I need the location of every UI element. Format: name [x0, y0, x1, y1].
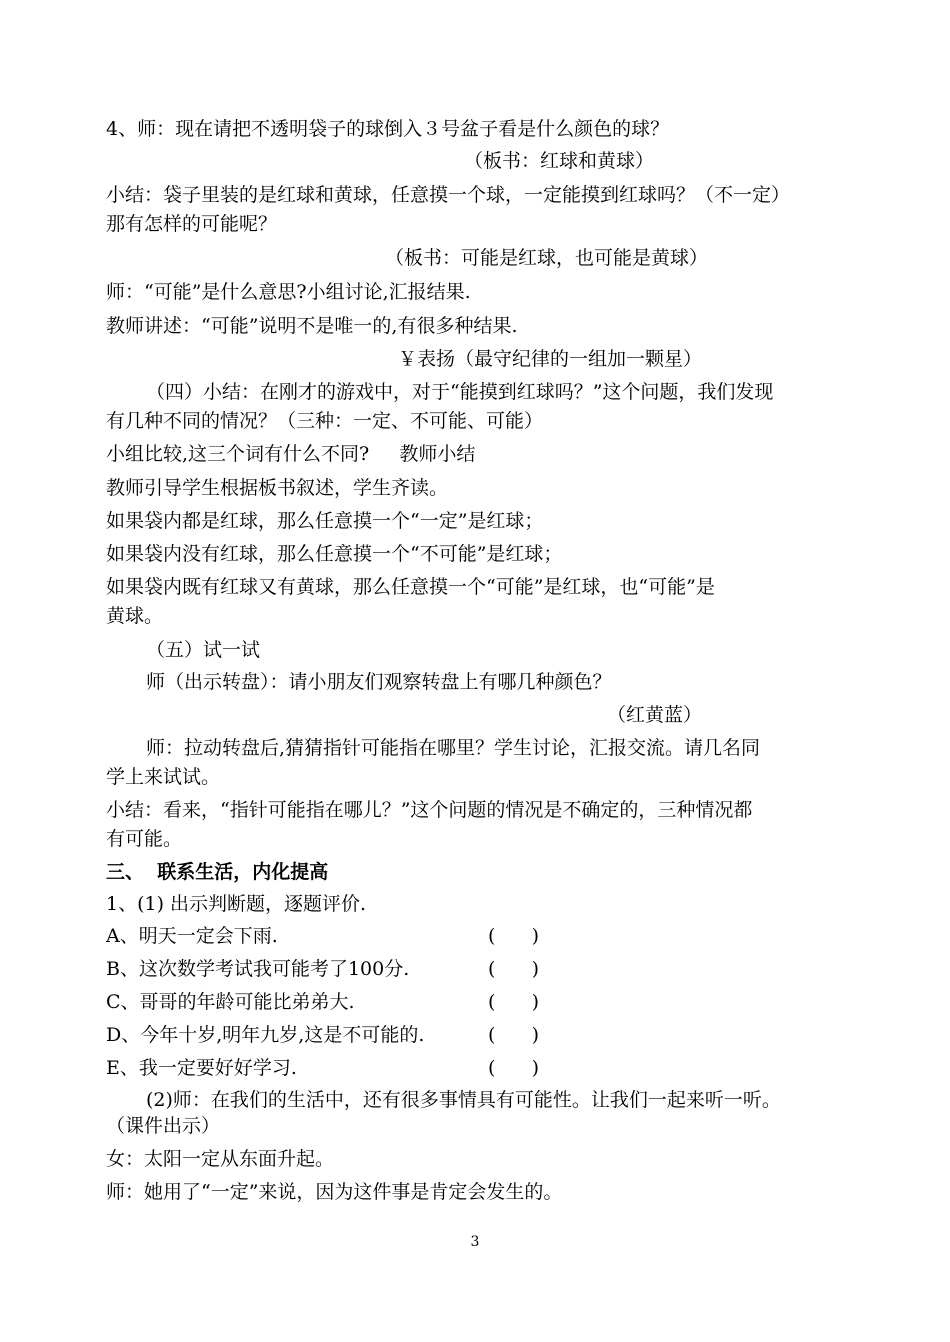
line-teacher-explain: 教师讲述：“可能”说明不是唯一的,有很多种结果. — [106, 315, 518, 337]
line-spin-guess-cont: 学上来试试。 — [106, 766, 221, 788]
line-ball-color: 4、师：现在请把不透明袋子的球倒入３号盆子看是什么颜色的球？ — [106, 118, 670, 140]
line-teacher-certain: 师：她用了“一定”来说，因为这件事是肯定会发生的。 — [106, 1181, 563, 1203]
judge-item-c: C、哥哥的年龄可能比弟弟大. — [106, 991, 355, 1013]
line-all-red: 如果袋内都是红球，那么任意摸一个“一定”是红球； — [106, 510, 544, 532]
line-spin-guess: 师：拉动转盘后,猜猜指针可能指在哪里？学生讨论，汇报交流。请几名同 — [146, 737, 761, 759]
section-heading-three: 三、 联系生活，内化提高 — [106, 861, 329, 883]
line-board-red-yellow: （板书：红球和黄球） — [464, 150, 655, 172]
line-life-possibility: (2)师：在我们的生活中，还有很多事情具有可能性。让我们一起来听一听。 — [146, 1089, 781, 1111]
line-mixed: 如果袋内既有红球又有黄球，那么任意摸一个“可能”是红球，也“可能”是 — [106, 576, 715, 598]
line-spinner: 师（出示转盘）：请小朋友们观察转盘上有哪几种颜色？ — [146, 671, 612, 693]
judge-item-e: E、我一定要好好学习. — [106, 1057, 297, 1079]
line-teacher-maybe: 师：“可能”是什么意思?小组讨论,汇报结果. — [106, 281, 471, 303]
line-summary-pointer-cont: 有可能。 — [106, 828, 183, 850]
judge-blank-e: ( ) — [488, 1057, 540, 1079]
line-mixed-cont: 黄球。 — [106, 605, 164, 627]
judge-blank-b: ( ) — [488, 958, 540, 980]
line-no-red: 如果袋内没有红球，那么任意摸一个“不可能”是红球； — [106, 543, 563, 565]
line-group-compare: 小组比较,这三个词有什么不同? 教师小结 — [106, 443, 476, 465]
line-sun-rises: 女：太阳一定从东面升起。 — [106, 1148, 335, 1170]
line-courseware: （课件出示） — [106, 1115, 221, 1137]
line-teacher-guide: 教师引导学生根据板书叙述，学生齐读。 — [106, 477, 449, 499]
judge-item-b: B、这次数学考试我可能考了100分. — [106, 958, 410, 980]
judge-item-a: A、明天一定会下雨. — [106, 925, 278, 947]
line-section-four-cont: 有几种不同的情况？（三种：一定、不可能、可能） — [106, 410, 544, 432]
line-colors-answer: （红黄蓝） — [607, 704, 703, 726]
judge-item-d: D、今年十岁,明年九岁,这是不可能的. — [106, 1024, 425, 1046]
line-board-maybe: （板书：可能是红球，也可能是黄球） — [385, 247, 709, 269]
line-judge-intro: 1、(1) 出示判断题，逐题评价. — [106, 893, 367, 915]
judge-blank-a: ( ) — [488, 925, 540, 947]
line-summary-bag: 小结：袋子里装的是红球和黄球，任意摸一个球，一定能摸到红球吗？（不一定） — [106, 184, 791, 206]
line-summary-bag-cont: 那有怎样的可能呢？ — [106, 213, 278, 235]
judge-blank-d: ( ) — [488, 1024, 540, 1046]
line-summary-pointer: 小结：看来，“指针可能指在哪儿？”这个问题的情况是不确定的，三种情况都 — [106, 799, 753, 821]
page-number: 3 — [470, 1234, 480, 1250]
line-section-five: （五）试一试 — [146, 639, 261, 661]
line-section-four: （四）小结：在刚才的游戏中，对于“能摸到红球吗？”这个问题，我们发现 — [146, 381, 774, 403]
line-praise: ￥表扬（最守纪律的一组加一颗星） — [398, 348, 703, 370]
judge-blank-c: ( ) — [488, 991, 540, 1013]
